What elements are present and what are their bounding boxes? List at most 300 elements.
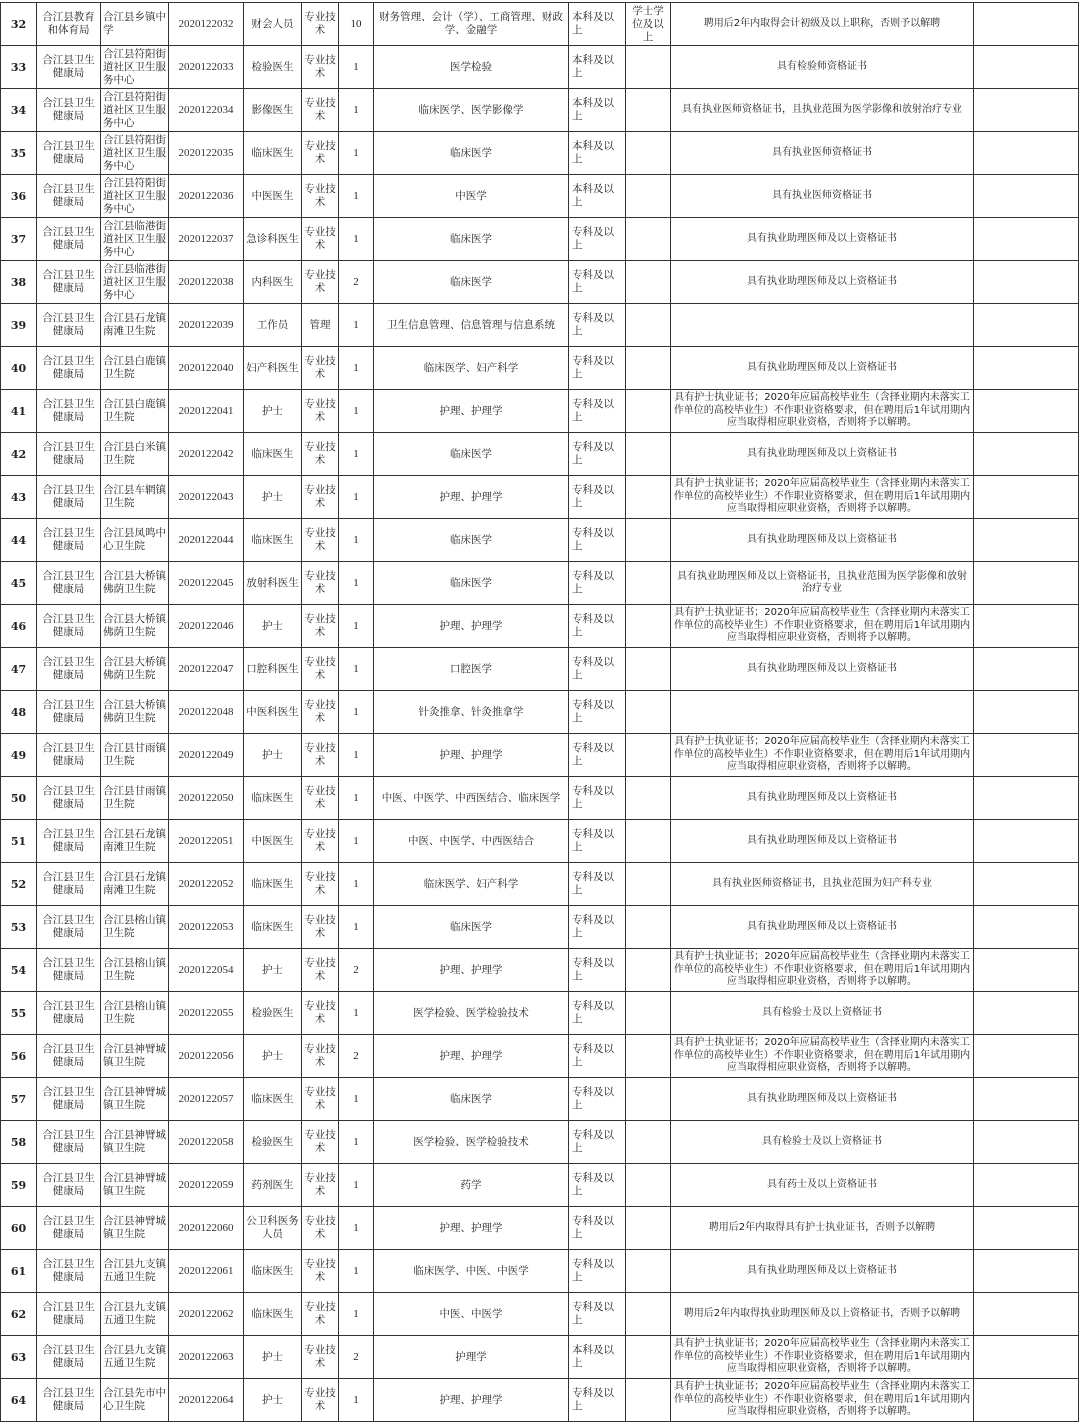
cell-department: 合江县卫生健康局	[37, 1293, 101, 1336]
cell-post-name: 急诊科医生	[244, 218, 302, 261]
cell-requirements: 具有护士执业证书；2020年应届高校毕业生（含择业期内未落实工作单位的高校毕业生）不作职业资格要求，但在聘用后1年试用期内应当取得相应职业资格，否则将予以解聘。	[671, 1035, 974, 1078]
cell-department: 合江县卫生健康局	[37, 433, 101, 476]
cell-degree: 学士学位及以上	[626, 3, 671, 46]
cell-note	[974, 949, 1079, 992]
table-row	[1, 1078, 1079, 1121]
cell-post-name: 工作员	[244, 304, 302, 347]
cell-degree	[626, 1078, 671, 1121]
table-body	[1, 3, 1079, 1422]
cell-index: 62	[1, 1293, 37, 1336]
cell-major: 中医学	[374, 175, 569, 218]
table-row	[1, 175, 1079, 218]
cell-major: 中医、中医学、中西医结合、临床医学	[374, 777, 569, 820]
cell-post-name: 护士	[244, 390, 302, 433]
cell-note	[974, 1336, 1079, 1379]
cell-post-type: 专业技术	[302, 89, 339, 132]
cell-degree	[626, 1121, 671, 1164]
cell-department: 合江县卫生健康局	[37, 218, 101, 261]
cell-requirements	[671, 691, 974, 734]
table-row	[1, 820, 1079, 863]
cell-education: 专科及以上	[569, 777, 626, 820]
cell-education: 专科及以上	[569, 949, 626, 992]
cell-post-code: 2020122061	[169, 1250, 244, 1293]
cell-index: 56	[1, 1035, 37, 1078]
cell-degree	[626, 1164, 671, 1207]
cell-post-type: 专业技术	[302, 605, 339, 648]
cell-unit: 合江县白鹿镇卫生院	[101, 390, 169, 433]
cell-post-name: 财会人员	[244, 3, 302, 46]
cell-major: 临床医学	[374, 433, 569, 476]
cell-headcount: 2	[339, 1035, 374, 1078]
cell-major: 财务管理、会计（学）、工商管理、财政学、金融学	[374, 3, 569, 46]
cell-note	[974, 132, 1079, 175]
cell-headcount: 1	[339, 734, 374, 777]
cell-degree	[626, 820, 671, 863]
cell-degree	[626, 261, 671, 304]
cell-index: 40	[1, 347, 37, 390]
cell-post-code: 2020122038	[169, 261, 244, 304]
cell-headcount: 1	[339, 433, 374, 476]
recruitment-table	[0, 2, 1079, 1422]
cell-headcount: 1	[339, 175, 374, 218]
cell-degree	[626, 46, 671, 89]
cell-unit: 合江县榕山镇卫生院	[101, 949, 169, 992]
cell-major: 临床医学	[374, 906, 569, 949]
table-row	[1, 734, 1079, 777]
cell-post-type: 专业技术	[302, 390, 339, 433]
cell-index: 36	[1, 175, 37, 218]
cell-degree	[626, 949, 671, 992]
cell-post-type: 专业技术	[302, 906, 339, 949]
cell-requirements: 具有执业医师资格证书，且执业范围为妇产科专业	[671, 863, 974, 906]
cell-requirements: 聘用后2年内取得具有护士执业证书，否则予以解聘	[671, 1207, 974, 1250]
cell-post-name: 临床医生	[244, 1078, 302, 1121]
cell-degree	[626, 691, 671, 734]
cell-education: 专科及以上	[569, 734, 626, 777]
cell-post-type: 专业技术	[302, 992, 339, 1035]
cell-major: 中医、中医学、中西医结合	[374, 820, 569, 863]
cell-index: 46	[1, 605, 37, 648]
cell-degree	[626, 132, 671, 175]
cell-major: 临床医学、医学影像学	[374, 89, 569, 132]
cell-department: 合江县卫生健康局	[37, 734, 101, 777]
cell-requirements: 具有执业助理医师及以上资格证书	[671, 218, 974, 261]
cell-index: 44	[1, 519, 37, 562]
cell-index: 50	[1, 777, 37, 820]
cell-requirements: 具有执业助理医师及以上资格证书	[671, 347, 974, 390]
cell-post-name: 临床医生	[244, 777, 302, 820]
table-row	[1, 390, 1079, 433]
table-row	[1, 1379, 1079, 1422]
cell-degree	[626, 476, 671, 519]
cell-post-type: 专业技术	[302, 1207, 339, 1250]
cell-education: 专科及以上	[569, 304, 626, 347]
cell-post-type: 管理	[302, 304, 339, 347]
cell-major: 临床医学	[374, 218, 569, 261]
cell-department: 合江县卫生健康局	[37, 992, 101, 1035]
cell-unit: 合江县凤鸣中心卫生院	[101, 519, 169, 562]
cell-degree	[626, 519, 671, 562]
cell-post-type: 专业技术	[302, 46, 339, 89]
cell-degree	[626, 1207, 671, 1250]
cell-post-type: 专业技术	[302, 777, 339, 820]
cell-index: 51	[1, 820, 37, 863]
cell-department: 合江县卫生健康局	[37, 261, 101, 304]
cell-department: 合江县卫生健康局	[37, 906, 101, 949]
cell-index: 52	[1, 863, 37, 906]
table-row	[1, 906, 1079, 949]
cell-major: 护理、护理学	[374, 1379, 569, 1422]
table-row	[1, 777, 1079, 820]
cell-unit: 合江县大桥镇佛荫卫生院	[101, 691, 169, 734]
cell-note	[974, 562, 1079, 605]
cell-department: 合江县卫生健康局	[37, 949, 101, 992]
cell-major: 护理学	[374, 1336, 569, 1379]
cell-index: 45	[1, 562, 37, 605]
cell-index: 42	[1, 433, 37, 476]
cell-post-code: 2020122036	[169, 175, 244, 218]
cell-department: 合江县卫生健康局	[37, 1078, 101, 1121]
cell-index: 54	[1, 949, 37, 992]
cell-requirements: 聘用后2年内取得会计初级及以上职称，否则予以解聘	[671, 3, 974, 46]
cell-post-type: 专业技术	[302, 820, 339, 863]
cell-post-name: 临床医生	[244, 433, 302, 476]
cell-headcount: 1	[339, 1164, 374, 1207]
cell-education: 本科及以上	[569, 132, 626, 175]
cell-post-code: 2020122040	[169, 347, 244, 390]
cell-post-code: 2020122048	[169, 691, 244, 734]
cell-post-name: 中医医生	[244, 175, 302, 218]
cell-major: 护理、护理学	[374, 390, 569, 433]
cell-degree	[626, 390, 671, 433]
cell-education: 专科及以上	[569, 519, 626, 562]
cell-post-code: 2020122042	[169, 433, 244, 476]
cell-requirements: 具有检验师资格证书	[671, 46, 974, 89]
table-row	[1, 992, 1079, 1035]
cell-requirements: 具有执业助理医师及以上资格证书	[671, 906, 974, 949]
cell-post-type: 专业技术	[302, 949, 339, 992]
cell-unit: 合江县石龙镇南滩卫生院	[101, 863, 169, 906]
cell-headcount: 1	[339, 605, 374, 648]
cell-post-code: 2020122058	[169, 1121, 244, 1164]
cell-degree	[626, 992, 671, 1035]
cell-post-code: 2020122050	[169, 777, 244, 820]
cell-education: 专科及以上	[569, 1078, 626, 1121]
cell-post-type: 专业技术	[302, 519, 339, 562]
cell-major: 针灸推拿、针灸推拿学	[374, 691, 569, 734]
cell-post-type: 专业技术	[302, 175, 339, 218]
cell-degree	[626, 1336, 671, 1379]
cell-post-name: 临床医生	[244, 519, 302, 562]
cell-post-code: 2020122045	[169, 562, 244, 605]
cell-unit: 合江县符阳街道社区卫生服务中心	[101, 175, 169, 218]
cell-headcount: 2	[339, 261, 374, 304]
cell-department: 合江县卫生健康局	[37, 605, 101, 648]
cell-degree	[626, 1035, 671, 1078]
cell-post-code: 2020122037	[169, 218, 244, 261]
cell-education: 本科及以上	[569, 46, 626, 89]
cell-department: 合江县卫生健康局	[37, 863, 101, 906]
cell-post-name: 临床医生	[244, 863, 302, 906]
cell-index: 61	[1, 1250, 37, 1293]
cell-unit: 合江县甘雨镇卫生院	[101, 734, 169, 777]
cell-note	[974, 218, 1079, 261]
cell-note	[974, 1164, 1079, 1207]
cell-degree	[626, 1379, 671, 1422]
cell-department: 合江县卫生健康局	[37, 390, 101, 433]
cell-major: 临床医学、妇产科学	[374, 863, 569, 906]
cell-post-name: 中医科医生	[244, 691, 302, 734]
cell-post-code: 2020122055	[169, 992, 244, 1035]
cell-post-name: 中医医生	[244, 820, 302, 863]
cell-education: 专科及以上	[569, 347, 626, 390]
cell-education: 专科及以上	[569, 691, 626, 734]
cell-post-code: 2020122039	[169, 304, 244, 347]
cell-requirements: 具有护士执业证书；2020年应届高校毕业生（含择业期内未落实工作单位的高校毕业生）不作职业资格要求，但在聘用后1年试用期内应当取得相应职业资格，否则将予以解聘。	[671, 949, 974, 992]
table-row	[1, 347, 1079, 390]
cell-note	[974, 1293, 1079, 1336]
cell-unit: 合江县神臂城镇卫生院	[101, 1035, 169, 1078]
cell-unit: 合江县白鹿镇卫生院	[101, 347, 169, 390]
cell-index: 35	[1, 132, 37, 175]
cell-headcount: 1	[339, 562, 374, 605]
cell-major: 护理、护理学	[374, 1035, 569, 1078]
cell-department: 合江县教育和体育局	[37, 3, 101, 46]
cell-unit: 合江县榕山镇卫生院	[101, 992, 169, 1035]
cell-requirements: 具有执业助理医师及以上资格证书	[671, 519, 974, 562]
cell-headcount: 1	[339, 476, 374, 519]
table-row	[1, 648, 1079, 691]
cell-unit: 合江县符阳街道社区卫生服务中心	[101, 89, 169, 132]
cell-degree	[626, 433, 671, 476]
cell-note	[974, 1035, 1079, 1078]
cell-index: 63	[1, 1336, 37, 1379]
cell-note	[974, 648, 1079, 691]
cell-headcount: 1	[339, 1121, 374, 1164]
cell-major: 临床医学	[374, 519, 569, 562]
cell-post-type: 专业技术	[302, 132, 339, 175]
cell-post-type: 专业技术	[302, 1035, 339, 1078]
cell-headcount: 1	[339, 1379, 374, 1422]
cell-major: 临床医学、妇产科学	[374, 347, 569, 390]
cell-post-type: 专业技术	[302, 863, 339, 906]
cell-education: 专科及以上	[569, 1035, 626, 1078]
cell-major: 医学检验、医学检验技术	[374, 1121, 569, 1164]
cell-unit: 合江县石龙镇南滩卫生院	[101, 304, 169, 347]
cell-headcount: 1	[339, 46, 374, 89]
cell-post-type: 专业技术	[302, 261, 339, 304]
cell-post-name: 妇产科医生	[244, 347, 302, 390]
table-row	[1, 46, 1079, 89]
cell-requirements: 具有护士执业证书；2020年应届高校毕业生（含择业期内未落实工作单位的高校毕业生）不作职业资格要求，但在聘用后1年试用期内应当取得相应职业资格，否则将予以解聘。	[671, 390, 974, 433]
cell-unit: 合江县临港街道社区卫生服务中心	[101, 218, 169, 261]
cell-unit: 合江县符阳街道社区卫生服务中心	[101, 132, 169, 175]
cell-education: 专科及以上	[569, 605, 626, 648]
cell-post-name: 放射科医生	[244, 562, 302, 605]
cell-requirements: 具有执业助理医师及以上资格证书	[671, 1250, 974, 1293]
cell-education: 专科及以上	[569, 820, 626, 863]
cell-post-code: 2020122053	[169, 906, 244, 949]
cell-major: 临床医学、中医、中医学	[374, 1250, 569, 1293]
cell-department: 合江县卫生健康局	[37, 476, 101, 519]
cell-index: 43	[1, 476, 37, 519]
cell-note	[974, 476, 1079, 519]
cell-note	[974, 605, 1079, 648]
cell-headcount: 2	[339, 949, 374, 992]
cell-requirements: 具有护士执业证书；2020年应届高校毕业生（含择业期内未落实工作单位的高校毕业生）不作职业资格要求，但在聘用后1年试用期内应当取得相应职业资格，否则将予以解聘。	[671, 605, 974, 648]
cell-post-name: 护士	[244, 949, 302, 992]
cell-major: 卫生信息管理、信息管理与信息系统	[374, 304, 569, 347]
cell-note	[974, 1121, 1079, 1164]
cell-post-type: 专业技术	[302, 1250, 339, 1293]
cell-degree	[626, 1250, 671, 1293]
cell-unit: 合江县临港街道社区卫生服务中心	[101, 261, 169, 304]
cell-unit: 合江县神臂城镇卫生院	[101, 1207, 169, 1250]
cell-major: 医学检验、医学检验技术	[374, 992, 569, 1035]
cell-headcount: 1	[339, 1250, 374, 1293]
cell-major: 临床医学	[374, 261, 569, 304]
cell-department: 合江县卫生健康局	[37, 1207, 101, 1250]
cell-requirements: 具有检验士及以上资格证书	[671, 992, 974, 1035]
cell-post-code: 2020122057	[169, 1078, 244, 1121]
cell-note	[974, 863, 1079, 906]
cell-unit: 合江县神臂城镇卫生院	[101, 1164, 169, 1207]
cell-education: 专科及以上	[569, 1207, 626, 1250]
cell-headcount: 2	[339, 1336, 374, 1379]
cell-note	[974, 304, 1079, 347]
cell-unit: 合江县大桥镇佛荫卫生院	[101, 562, 169, 605]
cell-post-type: 专业技术	[302, 1293, 339, 1336]
cell-department: 合江县卫生健康局	[37, 519, 101, 562]
cell-index: 57	[1, 1078, 37, 1121]
cell-education: 专科及以上	[569, 648, 626, 691]
cell-post-name: 口腔科医生	[244, 648, 302, 691]
cell-headcount: 1	[339, 519, 374, 562]
table-row	[1, 261, 1079, 304]
cell-post-type: 专业技术	[302, 562, 339, 605]
cell-major: 医学检验	[374, 46, 569, 89]
cell-requirements: 具有执业助理医师及以上资格证书	[671, 777, 974, 820]
cell-index: 38	[1, 261, 37, 304]
cell-major: 中医、中医学	[374, 1293, 569, 1336]
cell-requirements: 具有护士执业证书；2020年应届高校毕业生（含择业期内未落实工作单位的高校毕业生）不作职业资格要求，但在聘用后1年试用期内应当取得相应职业资格，否则将予以解聘。	[671, 1379, 974, 1422]
cell-unit: 合江县甘雨镇卫生院	[101, 777, 169, 820]
cell-department: 合江县卫生健康局	[37, 132, 101, 175]
cell-headcount: 1	[339, 691, 374, 734]
table-row	[1, 863, 1079, 906]
cell-index: 47	[1, 648, 37, 691]
cell-degree	[626, 734, 671, 777]
cell-post-code: 2020122064	[169, 1379, 244, 1422]
cell-requirements: 具有执业助理医师及以上资格证书	[671, 1078, 974, 1121]
cell-index: 59	[1, 1164, 37, 1207]
cell-index: 48	[1, 691, 37, 734]
table-row	[1, 89, 1079, 132]
cell-requirements: 具有护士执业证书；2020年应届高校毕业生（含择业期内未落实工作单位的高校毕业生）不作职业资格要求，但在聘用后1年试用期内应当取得相应职业资格，否则将予以解聘。	[671, 476, 974, 519]
cell-major: 护理、护理学	[374, 734, 569, 777]
cell-headcount: 1	[339, 648, 374, 691]
cell-department: 合江县卫生健康局	[37, 1250, 101, 1293]
cell-note	[974, 1379, 1079, 1422]
cell-education: 本科及以上	[569, 1336, 626, 1379]
cell-education: 专科及以上	[569, 476, 626, 519]
cell-post-code: 2020122062	[169, 1293, 244, 1336]
cell-note	[974, 992, 1079, 1035]
cell-post-code: 2020122049	[169, 734, 244, 777]
table-row	[1, 1336, 1079, 1379]
cell-degree	[626, 562, 671, 605]
table-row	[1, 691, 1079, 734]
cell-post-code: 2020122035	[169, 132, 244, 175]
cell-department: 合江县卫生健康局	[37, 1164, 101, 1207]
cell-education: 本科及以上	[569, 3, 626, 46]
cell-education: 专科及以上	[569, 1379, 626, 1422]
cell-headcount: 1	[339, 132, 374, 175]
cell-degree	[626, 863, 671, 906]
cell-post-code: 2020122041	[169, 390, 244, 433]
cell-department: 合江县卫生健康局	[37, 648, 101, 691]
cell-department: 合江县卫生健康局	[37, 1379, 101, 1422]
cell-post-name: 临床医生	[244, 132, 302, 175]
cell-post-type: 专业技术	[302, 1078, 339, 1121]
table-row	[1, 1293, 1079, 1336]
cell-headcount: 1	[339, 863, 374, 906]
cell-degree	[626, 175, 671, 218]
cell-education: 专科及以上	[569, 433, 626, 476]
cell-note	[974, 777, 1079, 820]
cell-post-type: 专业技术	[302, 3, 339, 46]
cell-post-type: 专业技术	[302, 347, 339, 390]
cell-post-name: 检验医生	[244, 1121, 302, 1164]
cell-post-name: 检验医生	[244, 992, 302, 1035]
cell-education: 专科及以上	[569, 1164, 626, 1207]
cell-department: 合江县卫生健康局	[37, 1035, 101, 1078]
cell-note	[974, 46, 1079, 89]
cell-post-type: 专业技术	[302, 218, 339, 261]
cell-index: 49	[1, 734, 37, 777]
cell-major: 药学	[374, 1164, 569, 1207]
cell-index: 41	[1, 390, 37, 433]
cell-department: 合江县卫生健康局	[37, 777, 101, 820]
cell-department: 合江县卫生健康局	[37, 46, 101, 89]
cell-headcount: 1	[339, 304, 374, 347]
cell-requirements: 具有检验士及以上资格证书	[671, 1121, 974, 1164]
cell-department: 合江县卫生健康局	[37, 820, 101, 863]
table-row	[1, 605, 1079, 648]
table-row	[1, 519, 1079, 562]
cell-degree	[626, 906, 671, 949]
cell-note	[974, 261, 1079, 304]
cell-unit: 合江县先市中心卫生院	[101, 1379, 169, 1422]
cell-unit: 合江县九支镇五通卫生院	[101, 1293, 169, 1336]
cell-post-name: 护士	[244, 476, 302, 519]
cell-post-type: 专业技术	[302, 433, 339, 476]
cell-department: 合江县卫生健康局	[37, 562, 101, 605]
table-row	[1, 132, 1079, 175]
cell-requirements: 聘用后2年内取得执业助理医师及以上资格证书，否则予以解聘	[671, 1293, 974, 1336]
cell-requirements: 具有执业助理医师及以上资格证书	[671, 261, 974, 304]
cell-requirements: 具有执业助理医师及以上资格证书	[671, 648, 974, 691]
cell-major: 临床医学	[374, 1078, 569, 1121]
cell-index: 39	[1, 304, 37, 347]
cell-education: 专科及以上	[569, 562, 626, 605]
cell-headcount: 1	[339, 777, 374, 820]
cell-education: 专科及以上	[569, 390, 626, 433]
table-row	[1, 1164, 1079, 1207]
cell-post-name: 药剂医生	[244, 1164, 302, 1207]
cell-requirements: 具有执业医师资格证书，且执业范围为医学影像和放射治疗专业	[671, 89, 974, 132]
cell-unit: 合江县石龙镇南滩卫生院	[101, 820, 169, 863]
